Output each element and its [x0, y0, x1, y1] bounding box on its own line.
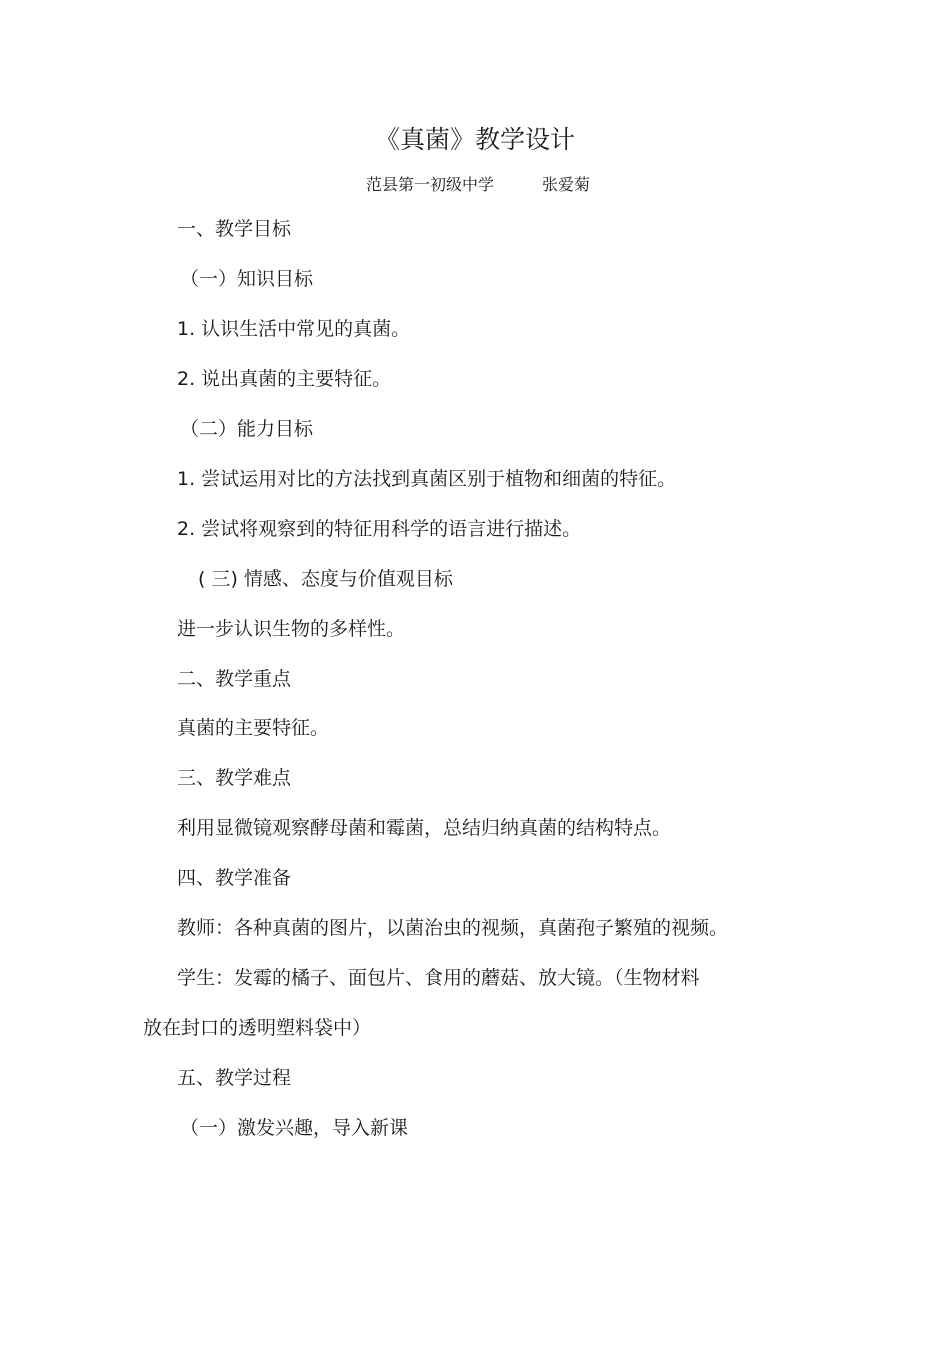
paragraph-student: 学生：发霉的橘子、面包片、食用的蘑菇、放大镜。（生物材料 [177, 967, 700, 989]
section-heading-difficulties: 三、教学难点 [177, 767, 292, 789]
paragraph: 进一步认识生物的多样性。 [177, 618, 406, 640]
section-heading-preparation: 四、教学准备 [177, 867, 292, 889]
section-heading-key-points: 二、教学重点 [177, 668, 292, 690]
byline [366, 172, 590, 198]
paragraph-teacher: 教师：各种真菌的图片，以菌治虫的视频，真菌孢子繁殖的视频。 [177, 917, 729, 939]
school-name: 范县第一初级中学 [366, 175, 495, 194]
subheading-values: ( 三) 情感、态度与价值观目标 [198, 568, 453, 590]
paragraph: 利用显微镜观察酵母菌和霉菌，总结归纳真菌的结构特点。 [177, 817, 672, 839]
list-item: 1. 尝试运用对比的方法找到真菌区别于植物和细菌的特征。 [177, 468, 677, 490]
list-item: 2. 说出真菌的主要特征。 [177, 368, 392, 390]
subheading-ability: （二）能力目标 [180, 418, 314, 440]
paragraph-student-continued: 放在封口的透明塑料袋中） [143, 1017, 372, 1039]
list-item: 1. 认识生活中常见的真菌。 [177, 318, 411, 340]
document-title: 《真菌》教学设计 [374, 125, 575, 154]
section-heading-process: 五、教学过程 [177, 1067, 292, 1089]
list-item: 2. 尝试将观察到的特征用科学的语言进行描述。 [177, 518, 582, 540]
section-heading-objectives: 一、教学目标 [177, 218, 292, 240]
paragraph: 真菌的主要特征。 [177, 717, 330, 739]
author-name: 张爱菊 [542, 175, 591, 194]
subheading-knowledge: （一）知识目标 [180, 268, 314, 290]
subheading-introduction: （一）激发兴趣，导入新课 [180, 1117, 409, 1139]
